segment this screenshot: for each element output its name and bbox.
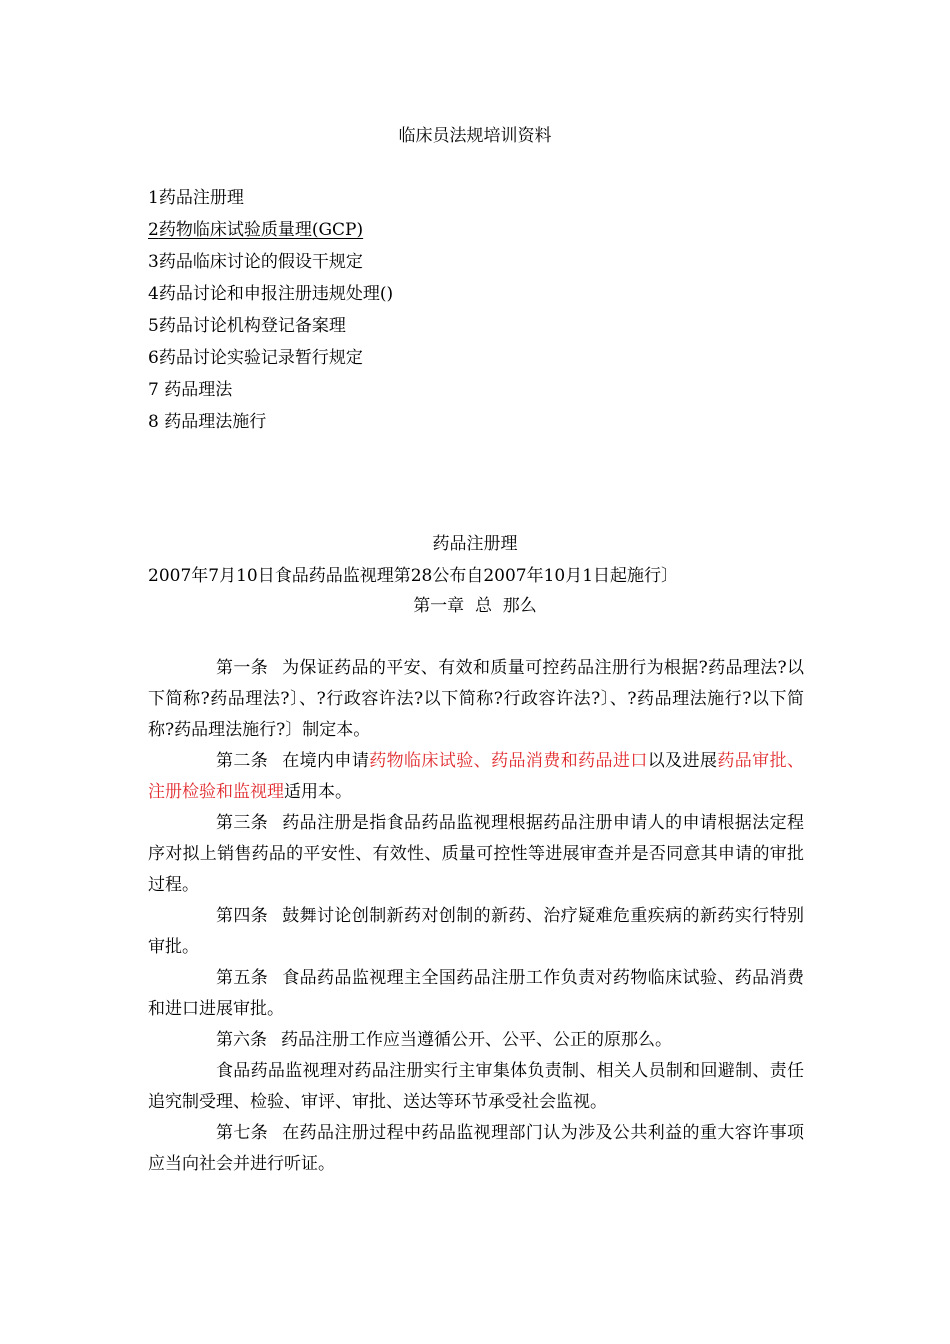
- toc-item[interactable]: [148, 182, 808, 214]
- article-number: 第一条: [216, 658, 269, 678]
- toc-item-label: 药品讨论实验记录暂行规定: [158, 348, 363, 368]
- article-number: 第六条: [216, 1030, 267, 1050]
- toc-item-link[interactable]: [148, 214, 808, 246]
- article-text: 鼓舞讨论创制新药对创制的新药、治疗疑难危重疾病的新药实行特别审批。: [148, 906, 804, 957]
- document-title: 临床员法规培训资料: [398, 126, 552, 146]
- articles-body: [148, 653, 804, 1180]
- toc-item-number: 8: [148, 412, 159, 432]
- chapter-heading: 第一章 总 那么: [413, 596, 537, 616]
- section-title: 药品注册理: [432, 534, 518, 554]
- toc-item-number: 2: [148, 220, 159, 240]
- toc-item-number: 5: [148, 316, 159, 336]
- toc-item-number: 4: [148, 284, 159, 304]
- article-paragraph: [148, 746, 804, 808]
- article-paragraph: [148, 1056, 804, 1118]
- toc-item-number: 6: [148, 348, 159, 368]
- toc-item-number: 7: [148, 380, 159, 400]
- toc-item-label: 药品讨论和申报注册违规处理(): [158, 284, 394, 304]
- article-text: 在境内申请: [282, 751, 370, 771]
- toc-item-label: 药品注册理: [158, 188, 244, 208]
- article-number: 第五条: [216, 968, 269, 988]
- article-number: 第四条: [216, 906, 269, 926]
- article-text: 食品药品监视理对药品注册实行主审集体负责制、相关人员制和回避制、责任追究制受理、检验、审评、审批、送达等环节承受社会监视。: [148, 1061, 804, 1112]
- article-paragraph: [148, 808, 804, 901]
- toc-item-number: 1: [148, 188, 159, 208]
- toc-item-label: 药品临床讨论的假设干规定: [158, 252, 363, 272]
- article-text: 为保证药品的平安、有效和质量可控药品注册行为根据?药品理法?以下简称?药品理法?〕、?行政容许法?以下简称?行政容许法?〕、?药品理法施行?以下简称?药品理法施行?〕制定本。: [148, 658, 805, 740]
- toc-item[interactable]: [148, 342, 808, 374]
- toc-item-label: 药物临床试验质量理(GCP): [158, 220, 364, 240]
- toc-item[interactable]: [148, 278, 808, 310]
- toc-item[interactable]: [148, 310, 808, 342]
- toc-item[interactable]: [148, 246, 808, 278]
- article-text: 药品注册工作应当遵循公开、公平、公正的原那么。: [281, 1030, 672, 1050]
- toc-item-label: 药品讨论机构登记备案理: [158, 316, 346, 336]
- toc-item-label: 药品理法施行: [158, 412, 267, 432]
- article-paragraph: [148, 963, 804, 1025]
- article-text: 适用本。: [284, 782, 352, 802]
- table-of-contents: [148, 182, 808, 438]
- article-number: 第七条: [216, 1123, 269, 1143]
- toc-item[interactable]: [148, 406, 808, 438]
- article-text: 药品注册是指食品药品监视理根据药品注册申请人的申请根据法定程序对拟上销售药品的平安性、有效性、质量可控性等进展审查并是否同意其申请的审批过程。: [148, 813, 804, 895]
- article-paragraph: [148, 901, 804, 963]
- article-text: 以及进展: [647, 751, 718, 771]
- article-paragraph: [148, 1025, 804, 1056]
- article-text: 食品药品监视理主全国药品注册工作负责对药物临床试验、药品消费和进口进展审批。: [148, 968, 804, 1019]
- highlighted-text: 药物临床试验、药品消费和药品进口: [369, 751, 648, 771]
- article-number: 第三条: [216, 813, 269, 833]
- article-text: 在药品注册过程中药品监视理部门认为涉及公共利益的重大容许事项应当向社会并进行听证。: [148, 1123, 804, 1174]
- toc-item-label: 药品理法: [158, 380, 233, 400]
- highlighted-text: 药品审批、注册检验和监视理: [148, 751, 804, 802]
- article-number: 第二条: [216, 751, 269, 771]
- toc-item-number: 3: [148, 252, 159, 272]
- toc-item[interactable]: [148, 374, 808, 406]
- article-paragraph: [148, 653, 804, 746]
- article-paragraph: [148, 1118, 804, 1180]
- decree-line: 2007年7月10日食品药品监视理第28公布自2007年10月1日起施行〕: [148, 566, 679, 586]
